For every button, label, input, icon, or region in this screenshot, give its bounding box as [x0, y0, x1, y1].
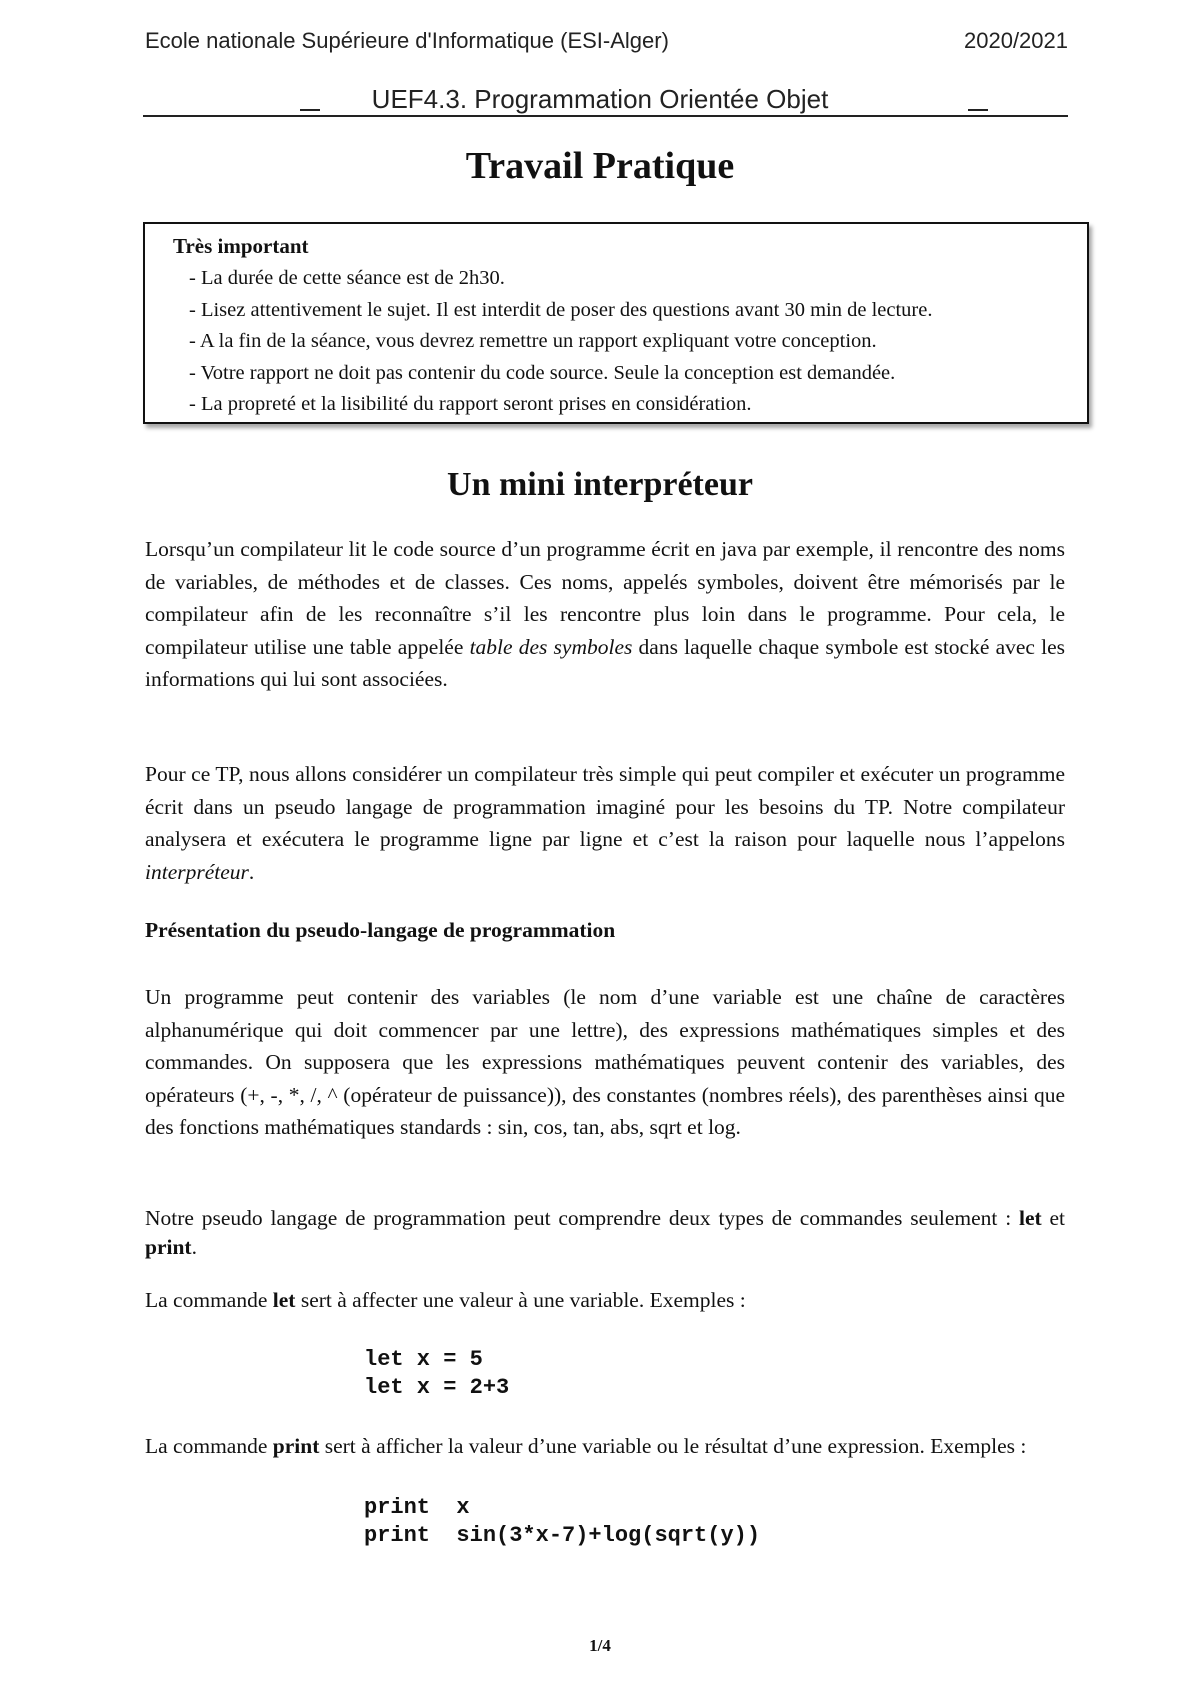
- header-school: Ecole nationale Supérieure d'Informatique (ESI-Alger): [145, 28, 669, 53]
- header-year: 2020/2021: [964, 28, 1068, 53]
- paragraph-text: sert à afficher la valeur d’une variable ou le résultat d’une expression. Exemples :: [319, 1434, 1027, 1458]
- code-line: let x = 2+3: [364, 1375, 510, 1400]
- command-keyword-let: let: [272, 1288, 296, 1312]
- header-rule-tick-right: [968, 109, 988, 111]
- important-item: - Lisez attentivement le sujet. Il est interdit de poser des questions avant 30 min de lecture.: [189, 295, 1087, 327]
- paragraph-let-command: [145, 1284, 1065, 1317]
- paragraph-language-description: Un programme peut contenir des variables (le nom d’une variable est une chaîne de caractères alphanumérique qui doit commencer par une lettre), des expressions mathématiques simples et des commandes. On supposera que les expressions mathématiques peuvent contenir des variables, des opérateurs (+, -, *, /, ^ (opérateur de puissance)), des constantes (nombres réels), des parenthèses ainsi que des fonctions mathématiques standards : sin, cos, tan, abs, sqrt et log.: [145, 985, 1065, 1139]
- paragraph-commands: [145, 1204, 1065, 1262]
- paragraph-text: .: [191, 1235, 197, 1259]
- code-line: let x = 5: [364, 1347, 483, 1372]
- paragraph-text: et: [1041, 1206, 1065, 1230]
- important-item: - Votre rapport ne doit pas contenir du code source. Seule la conception est demandée.: [189, 358, 1087, 390]
- important-list: [173, 263, 1087, 421]
- paragraph-emphasis: table des symboles: [469, 634, 633, 659]
- code-line: print x: [364, 1495, 470, 1520]
- header-rule: [143, 115, 1068, 117]
- paragraph-text: dans laquelle chaque symbole est stocké avec les informations qui lui sont associées.: [145, 634, 1065, 691]
- important-box: [143, 222, 1089, 424]
- paragraph-text: La commande: [145, 1434, 273, 1458]
- section-title: Un mini interpréteur: [447, 466, 753, 503]
- paragraph-print-command: [145, 1432, 1065, 1461]
- paragraph-text: sert à affecter une valeur à une variable. Exemples :: [295, 1288, 746, 1312]
- code-line: print sin(3*x-7)+log(sqrt(y)): [364, 1523, 761, 1548]
- header-course: UEF4.3. Programmation Orientée Objet: [371, 84, 829, 114]
- code-example-print: [364, 1494, 760, 1550]
- paragraph-interpreter: [145, 758, 1065, 888]
- command-keyword-let: let: [1018, 1206, 1042, 1230]
- paragraph-text: Notre pseudo langage de programmation peut comprendre deux types de commandes seulement :: [145, 1206, 1019, 1230]
- paragraph-symbol-table: [145, 533, 1065, 696]
- important-item: - La propreté et la lisibilité du rapport seront prises en considération.: [189, 389, 1087, 421]
- paragraph-text: Lorsqu’un compilateur lit le code source d’un programme écrit en java par exemple, il rencontre des noms de variables, de méthodes et de classes. Ces noms, appelés symboles, doivent être mémorisés par le compilateur afin de les reconnaître s’il les rencontre plus loin dans le programme. Pour cela, le compilateur utilise une table appelée: [145, 537, 1065, 659]
- document-title: Travail Pratique: [465, 145, 735, 187]
- code-example-let: [364, 1346, 509, 1402]
- header-rule-tick-left: [300, 109, 320, 111]
- command-keyword-print: print: [145, 1235, 192, 1259]
- important-title: Très important: [173, 234, 309, 258]
- paragraph-text: La commande: [145, 1288, 273, 1312]
- important-item: - A la fin de la séance, vous devrez remettre un rapport expliquant votre conception.: [189, 326, 1087, 358]
- subheading-pseudo-language: Présentation du pseudo-langage de programmation: [145, 918, 616, 942]
- important-item: - La durée de cette séance est de 2h30.: [189, 263, 1087, 295]
- page-number: 1/4: [589, 1636, 611, 1655]
- paragraph-emphasis: interpréteur: [145, 859, 249, 884]
- command-keyword-print: print: [272, 1434, 320, 1458]
- paragraph-text: Pour ce TP, nous allons considérer un compilateur très simple qui peut compiler et exécuter un programme écrit dans un pseudo langage de programmation imaginé pour les besoins du TP. Notre compilateur analysera et exécutera le programme ligne par ligne et c’est la raison pour laquelle nous l’appelons: [145, 762, 1065, 851]
- paragraph-text: .: [248, 859, 255, 884]
